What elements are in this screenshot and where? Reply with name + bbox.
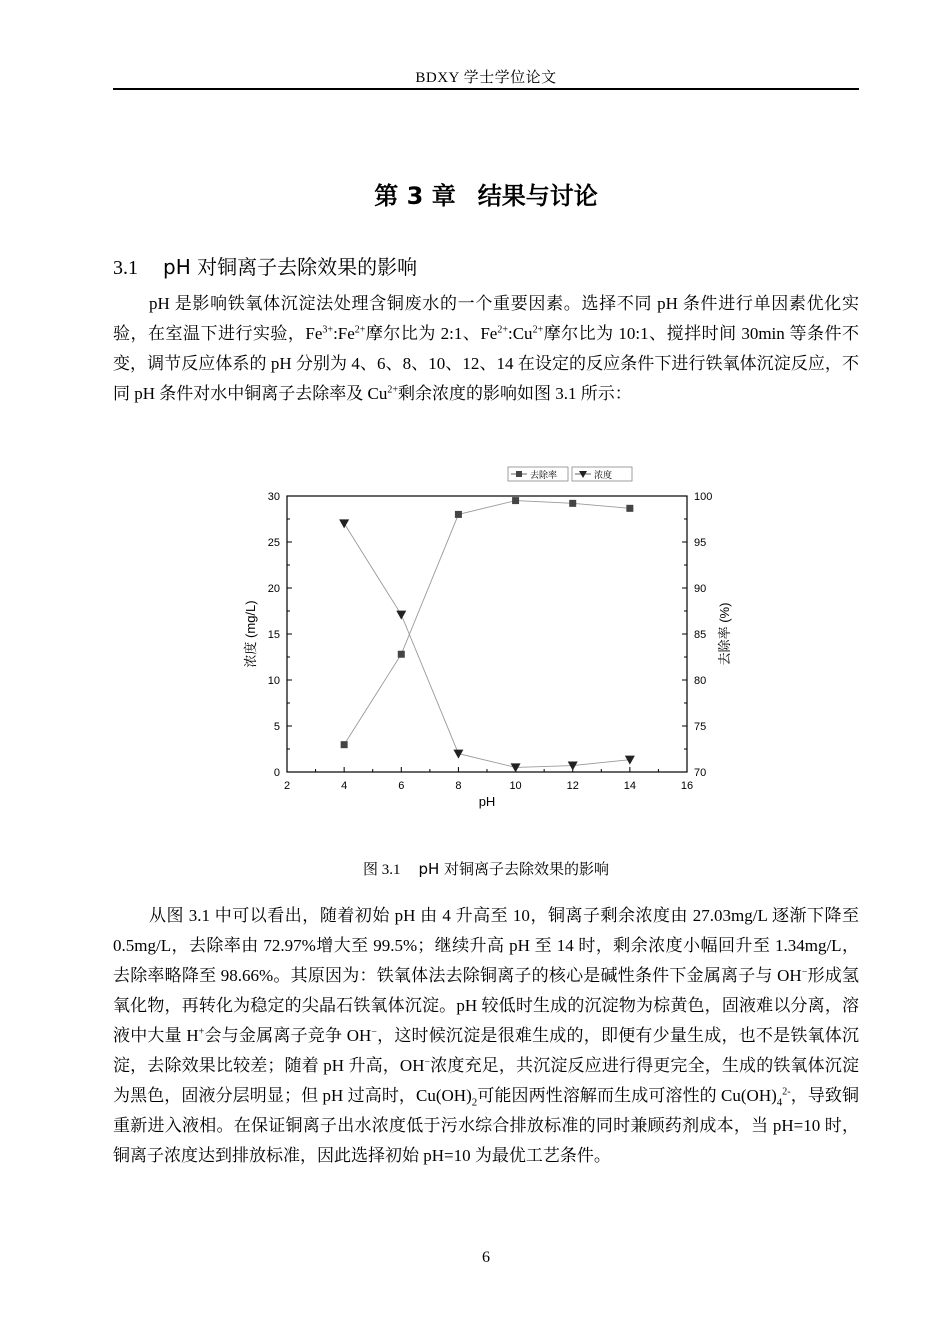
axis-labels xyxy=(243,600,732,809)
x-tick-label: 14 xyxy=(623,780,636,792)
y-left-tick-label: 0 xyxy=(273,767,280,779)
series-line-triangle-down xyxy=(344,523,630,767)
y-left-tick-label: 5 xyxy=(273,721,280,733)
para2-text-3: 会与金属离子竞争 OH xyxy=(204,1026,372,1045)
y-right-tick-label: 90 xyxy=(694,583,707,595)
section-heading xyxy=(113,251,417,280)
para1-sup-1: 3+ xyxy=(322,324,334,336)
series-lines xyxy=(344,501,630,768)
para2-text-4: ，这时候沉淀是很难生成的，即便有少量生成，也不是铁氧体沉淀，去除效果比较差；随着 pH 升高，OH xyxy=(113,1026,859,1075)
para1-sup-5: 2+ xyxy=(387,384,399,396)
x-tick-label: 4 xyxy=(341,780,348,792)
series-markers xyxy=(339,497,635,772)
legend-label: 浓度 xyxy=(594,470,613,480)
removal-rate-point xyxy=(455,511,462,518)
y-left-tick-label: 10 xyxy=(267,675,280,687)
para2-text-6: 可能因两性溶解而生成可溶性的 Cu(OH) xyxy=(477,1086,777,1105)
section-number: 3.1 xyxy=(113,257,138,279)
removal-rate-point xyxy=(341,741,348,748)
x-tick-label: 6 xyxy=(398,780,405,792)
x-tick-label: 2 xyxy=(283,780,291,792)
y-right-tick-label: 100 xyxy=(694,491,713,503)
para1-text-5: 摩尔比为 10:1、搅拌时间 30min 等条件不变，调节反应体系的 pH 分别为 4、6、8、10、12、14 在设定的反应条件下进行铁氧体沉淀反应，不同 pH 条件对水中铜离子去除率及 Cu xyxy=(113,324,859,403)
para2-sup-5: 2- xyxy=(782,1086,791,1098)
figure-title: pH 对铜离子去除效果的影响 xyxy=(418,860,610,878)
para1-text-3: 摩尔比为 2:1、Fe xyxy=(365,324,498,343)
figure-caption xyxy=(113,858,859,879)
header-rule xyxy=(113,88,859,90)
para2-text-5: 浓度充足，共沉淀反应进行得更完全，生成的铁氧体沉淀为黑色，固液分层明显；但 pH 过高时，Cu(OH) xyxy=(113,1056,859,1105)
y-left-tick-label: 15 xyxy=(267,629,280,641)
para2-text-2: 形成氢氧化物，再转化为稳定的尖晶石铁氧体沉淀。pH 较低时生成的沉淀物为棕黄色，固液难以分离，溶液中大量 H xyxy=(113,966,860,1045)
para2-sup-1: − xyxy=(801,966,808,978)
section-title: pH 对铜离子去除效果的影响 xyxy=(163,255,418,279)
series-line-square xyxy=(344,501,630,745)
plot-frame xyxy=(287,496,687,772)
removal-rate-point xyxy=(626,505,633,512)
figure-number: 图 3.1 xyxy=(362,862,401,878)
para2-sup-3: − xyxy=(371,1026,377,1038)
concentration-point xyxy=(511,763,521,772)
para2-text-1: 从图 3.1 中可以看出，随着初始 pH 由 4 升高至 10，铜离子剩余浓度由 27.03mg/L 逐渐下降至 0.5mg/L，去除率由 72.97%增大至 99.5%；继续升高 pH 至 14 时，剩余浓度小幅回升至 1.34mg/L，去除率略降至 98.66%。其原因为：铁氧体法去除铜离子的核心是碱性条件下金属离子与 OH xyxy=(113,906,859,985)
y-left-axis-label: 浓度 (mg/L) xyxy=(243,600,258,668)
paragraph-discussion xyxy=(113,901,859,1171)
removal-rate-point xyxy=(512,497,519,504)
para2-sub-1: 2 xyxy=(471,1096,478,1109)
chapter-title xyxy=(113,176,859,211)
x-tick-label: 16 xyxy=(680,780,694,792)
para1-text-2: :Fe xyxy=(333,324,355,343)
chart-legend xyxy=(508,467,632,481)
para1-sup-4: 2+ xyxy=(532,324,544,336)
y-right-tick-label: 80 xyxy=(694,675,707,687)
chapter-number: 第 3 章 xyxy=(374,182,456,210)
chapter-name: 结果与讨论 xyxy=(477,182,598,210)
para1-sup-2: 2+ xyxy=(354,324,366,336)
y-right-tick-label: 70 xyxy=(694,767,707,779)
removal-rate-point xyxy=(398,651,405,658)
y-left-tick-label: 25 xyxy=(267,537,280,549)
x-tick-label: 8 xyxy=(455,780,462,792)
y-left-tick-label: 30 xyxy=(267,491,280,503)
y-right-tick-label: 85 xyxy=(694,629,707,641)
legend-square-marker xyxy=(516,471,522,477)
plot-border xyxy=(287,496,687,772)
paragraph-intro xyxy=(113,289,859,409)
axis-ticks xyxy=(268,491,713,792)
ph-effect-chart xyxy=(240,458,760,818)
para2-sup-4: − xyxy=(424,1056,431,1068)
legend-label: 去除率 xyxy=(530,470,558,480)
concentration-point xyxy=(396,611,406,620)
para1-text-6: 剩余浓度的影响如图 3.1 所示： xyxy=(398,384,632,403)
x-tick-label: 12 xyxy=(566,780,579,792)
y-right-tick-label: 95 xyxy=(694,537,707,549)
y-right-axis-label: 去除率 (%) xyxy=(717,602,732,666)
para2-sub-2: 4 xyxy=(776,1096,783,1109)
removal-rate-point xyxy=(569,500,576,507)
para2-text-7: ，导致铜重新进入液相。在保证铜离子出水浓度低于污水综合排放标准的同时兼顾药剂成本，当 pH=10 时，铜离子浓度达到排放标准，因此选择初始 pH=10 为最优工艺条件。 xyxy=(113,1086,860,1165)
y-right-tick-label: 75 xyxy=(694,721,707,733)
x-tick-label: 10 xyxy=(509,780,522,792)
para2-sup-2: + xyxy=(198,1026,205,1038)
para1-text-1: pH 是影响铁氧体沉淀法处理含铜废水的一个重要因素。选择不同 pH 条件进行单因素优化实验，在室温下进行实验，Fe xyxy=(113,294,859,343)
page-number: 6 xyxy=(482,1249,490,1266)
y-left-tick-label: 20 xyxy=(267,583,280,595)
x-axis-label: pH xyxy=(478,794,496,809)
concentration-point xyxy=(339,519,349,528)
running-header: BDXY 学士学位论文 xyxy=(415,70,557,86)
para1-text-4: :Cu xyxy=(508,324,533,343)
para1-sup-3: 2+ xyxy=(497,324,508,336)
